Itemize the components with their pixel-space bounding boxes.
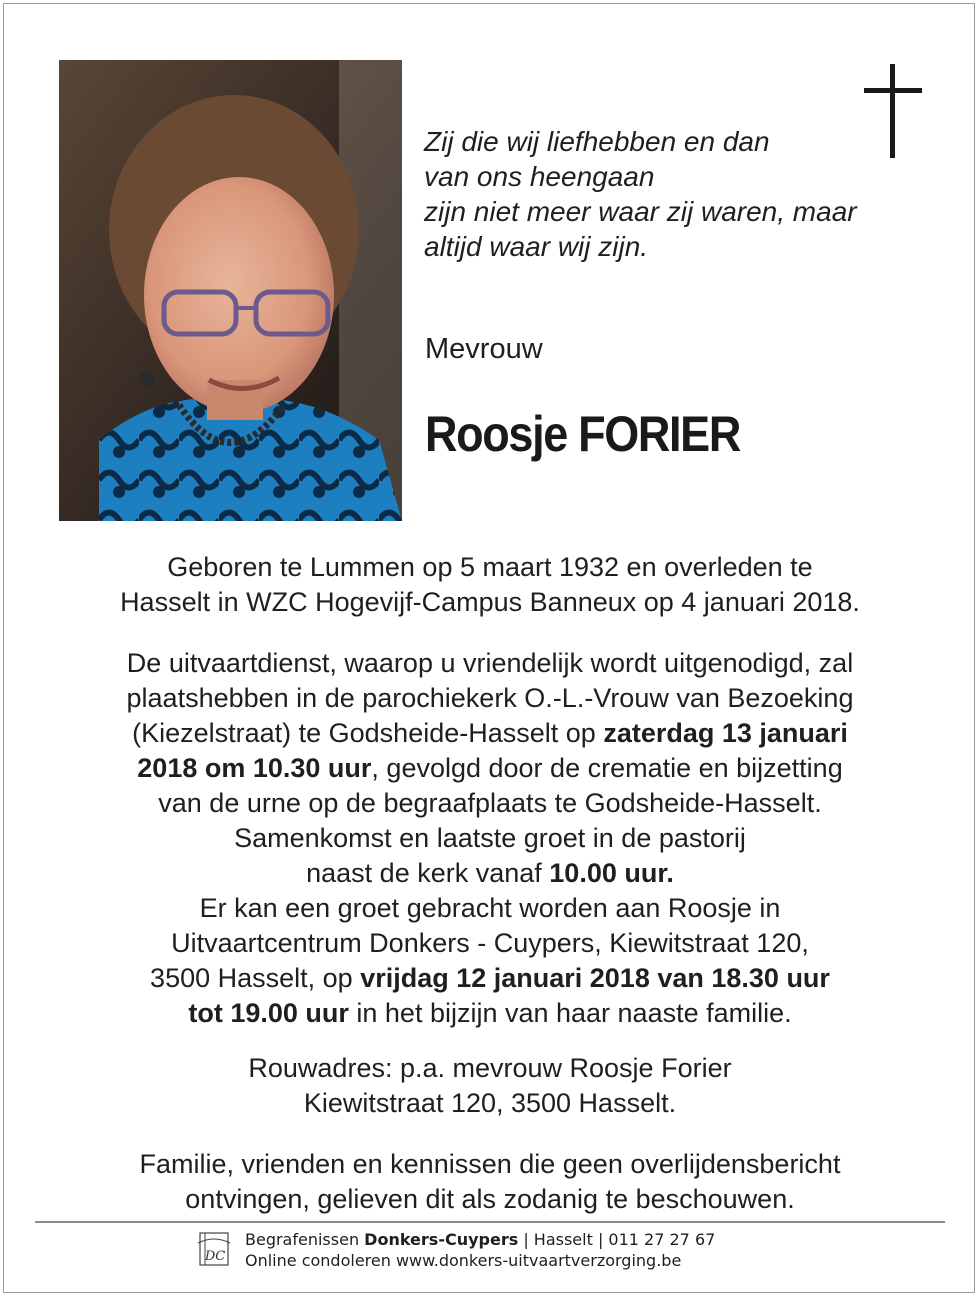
portrait-photo [59,60,402,521]
text-segment: (Kiezelstraat) te Godsheide-Hasselt op [132,718,604,748]
funeral-home-logo-icon [196,1231,234,1269]
footer-credits [245,1229,715,1271]
text-line: van de urne op de begraafplaats te Godsheide-Hasselt. [158,788,822,818]
ceremony-paragraph [40,646,940,1031]
text-line: Geboren te Lummen op 5 maart 1932 en overleden te [167,552,813,582]
visitation-end-time: tot 19.00 uur [188,998,349,1028]
memorial-quote [424,124,944,264]
footer-prefix: Begrafenissen [245,1230,365,1249]
honorific: Mevrouw [425,333,543,365]
footer-contact: | Hasselt | 011 27 27 67 [518,1230,716,1249]
text-line: Er kan een groet gebracht worden aan Roosje in [199,893,781,923]
online-condolence-line: Online condoleren www.donkers-uitvaartverzorging.be [245,1251,682,1270]
text-line: Uitvaartcentrum Donkers - Cuypers, Kiewitstraat 120, [171,928,809,958]
text-line: Hasselt in WZC Hogevijf-Campus Banneux op 4 januari 2018. [120,587,860,617]
text-line: De uitvaartdienst, waarop u vriendelijk wordt uitgenodigd, zal [126,648,854,678]
text-line [40,751,940,786]
notice-paragraph [40,1147,940,1217]
text-segment: 3500 Hasselt, op [150,963,361,993]
text-line [40,961,940,996]
text-line [40,716,940,751]
text-line [40,856,940,891]
text-line: Familie, vrienden en kennissen die geen overlijdensbericht [139,1149,841,1179]
quote-line: Zij die wij liefhebben en dan [424,126,770,157]
text-line: plaatshebben in de parochiekerk O.-L.-Vrouw van Bezoeking [126,683,854,713]
footer-line [245,1229,715,1250]
mourning-address [40,1051,940,1121]
company-name: Donkers-Cuypers [364,1230,519,1249]
text-segment: naast de kerk vanaf [306,858,550,888]
text-line [40,996,940,1031]
text-segment: in het bijzijn van haar naaste familie. [348,998,792,1028]
text-line: Kiewitstraat 120, 3500 Hasselt. [303,1088,677,1118]
deceased-name: Roosje FORIER [425,406,740,462]
quote-line: altijd waar wij zijn. [424,231,649,262]
visitation-date: vrijdag 12 januari 2018 van 18.30 uur [360,963,830,993]
ceremony-time: 2018 om 10.30 uur [137,753,372,783]
birth-death-paragraph [40,550,940,620]
ceremony-date: zaterdag 13 januari [603,718,848,748]
text-line: ontvingen, gelieven dit als zodanig te beschouwen. [185,1184,795,1214]
gathering-time: 10.00 uur. [549,858,674,888]
text-segment: , gevolgd door de crematie en bijzetting [371,753,843,783]
quote-line: zijn niet meer waar zij waren, maar [424,196,857,227]
footer-divider [35,1221,945,1223]
quote-line: van ons heengaan [424,161,655,192]
logo-monogram: DC [204,1249,226,1264]
text-line: Rouwadres: p.a. mevrouw Roosje Forier [248,1053,732,1083]
text-line: Samenkomst en laatste groet in de pastorij [234,823,746,853]
